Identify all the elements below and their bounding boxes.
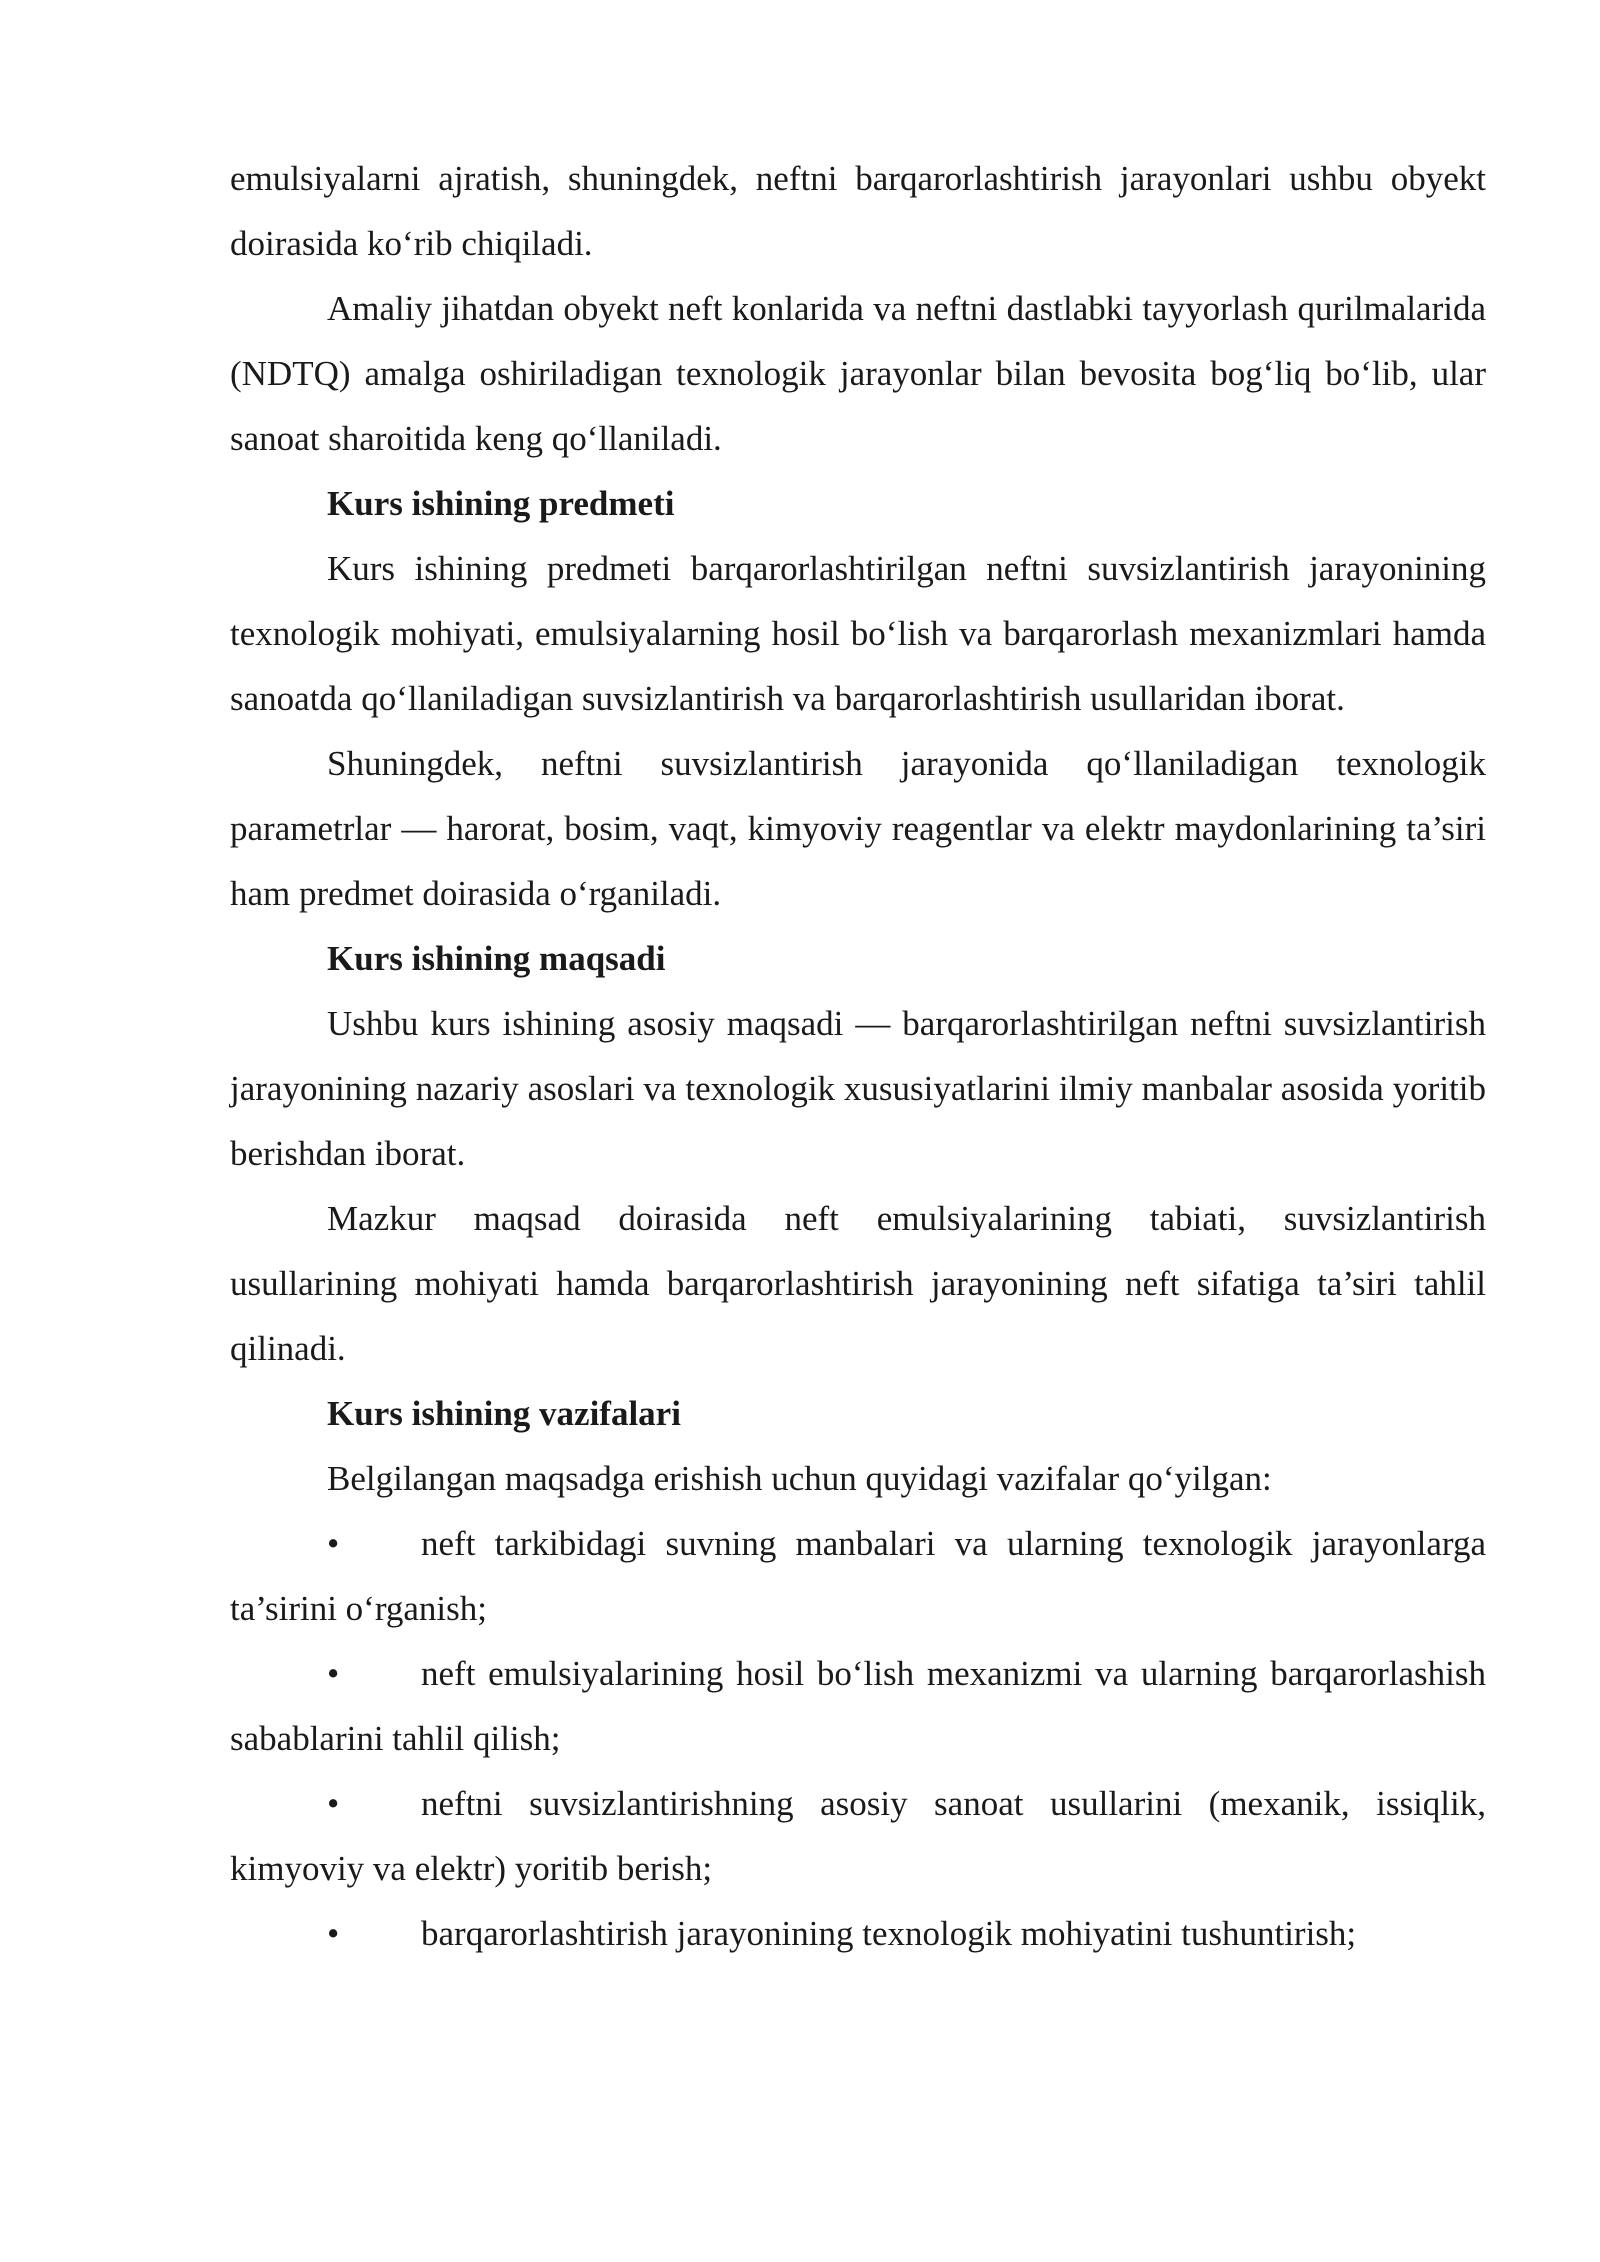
paragraph-practical: Amaliy jihatdan obyekt neft konlarida va neftni dastlabki tayyorlash qurilmalarida (NDTQ) amalga oshiriladigan texnologik jarayonlar bilan bevosita bog‘liq bo‘lib, ular sanoat sharoitida keng qo‘llaniladi. — [230, 289, 1486, 458]
list-item — [230, 1771, 1486, 1901]
document-page — [230, 146, 1486, 1966]
paragraph-continuation: emulsiyalarni ajratish, shuningdek, neftni barqarorlashtirish jarayonlari ushbu obyekt doirasida ko‘rib chiqiladi. — [230, 159, 1486, 263]
list-item — [230, 1641, 1486, 1771]
list-item — [230, 1901, 1486, 1966]
bullet-icon: • — [327, 1914, 340, 1953]
bullet-icon: • — [327, 1524, 340, 1563]
list-item — [230, 1511, 1486, 1641]
heading-subject: Kurs ishining predmeti — [327, 484, 675, 523]
list-item-text: neft tarkibidagi suvning manbalari va ularning texnologik jarayonlarga ta’sirini o‘rganish; — [230, 1524, 1486, 1628]
list-item-text: neft emulsiyalarining hosil bo‘lish mexanizmi va ularning barqarorlashish sabablarini tahlil qilish; — [230, 1654, 1486, 1758]
list-item-text: neftni suvsizlantirishning asosiy sanoat usullarini (mexanik, issiqlik, kimyoviy va elektr) yoritib berish; — [230, 1784, 1486, 1888]
heading-goal: Kurs ishining maqsadi — [327, 939, 666, 978]
heading-tasks: Kurs ishining vazifalari — [327, 1394, 681, 1433]
paragraph-goal-scope: Mazkur maqsad doirasida neft emulsiyalarining tabiati, suvsizlantirish usullarining mohiyati hamda barqarorlashtirish jarayonining neft sifatiga ta’siri tahlil qilinadi. — [230, 1199, 1486, 1368]
paragraph-parameters: Shuningdek, neftni suvsizlantirish jarayonida qo‘llaniladigan texnologik parametrlar — harorat, bosim, vaqt, kimyoviy reagentlar va elektr maydonlarining ta’siri ham predmet doirasida o‘rganiladi. — [230, 744, 1486, 913]
bullet-icon: • — [327, 1784, 340, 1823]
paragraph-goal: Ushbu kurs ishining asosiy maqsadi — barqarorlashtirilgan neftni suvsizlantirish jarayonining nazariy asoslari va texnologik xususiyatlarini ilmiy manbalar asosida yoritib berishdan iborat. — [230, 1004, 1486, 1173]
paragraph-tasks-intro: Belgilangan maqsadga erishish uchun quyidagi vazifalar qo‘yilgan: — [327, 1459, 1272, 1498]
bullet-icon: • — [327, 1654, 340, 1693]
list-item-text: barqarorlashtirish jarayonining texnologik mohiyatini tushuntirish; — [421, 1914, 1357, 1953]
paragraph-subject: Kurs ishining predmeti barqarorlashtirilgan neftni suvsizlantirish jarayonining texnologik mohiyati, emulsiyalarning hosil bo‘lish va barqarorlash mexanizmlari hamda sanoatda qo‘llaniladigan suvsizlantirish va barqarorlashtirish usullaridan iborat. — [230, 549, 1486, 718]
